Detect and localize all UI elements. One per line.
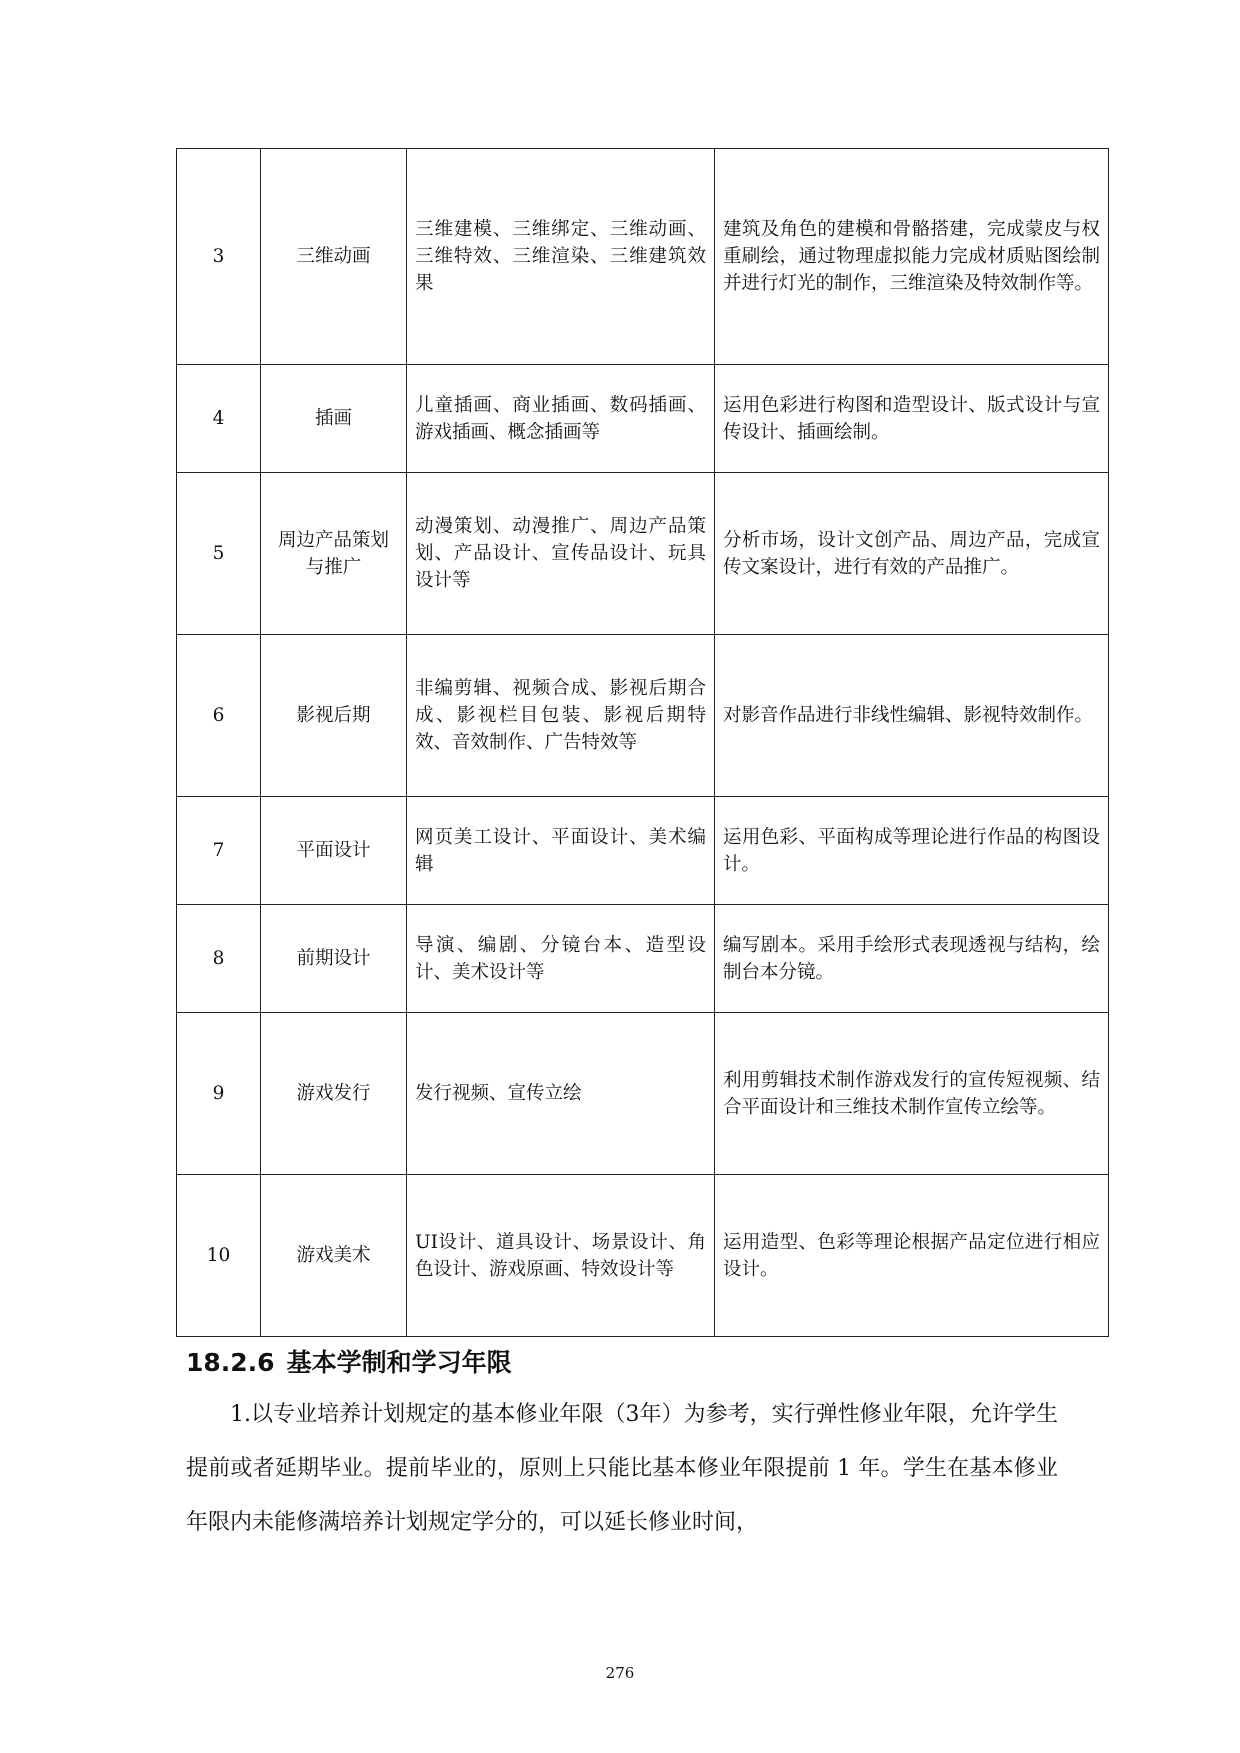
course-name: 周边产品策划与推广 — [261, 473, 407, 635]
row-number: 5 — [177, 473, 261, 635]
course-name: 游戏美术 — [261, 1175, 407, 1337]
course-name: 插画 — [261, 365, 407, 473]
table-row — [177, 635, 1109, 797]
course-name: 三维动画 — [261, 149, 407, 365]
table-row — [177, 905, 1109, 1013]
work-tasks: 动漫策划、动漫推广、周边产品策划、产品设计、宣传品设计、玩具设计等 — [407, 473, 715, 635]
row-number: 10 — [177, 1175, 261, 1337]
row-number: 9 — [177, 1013, 261, 1175]
course-name: 影视后期 — [261, 635, 407, 797]
skill-requirements: 建筑及角色的建模和骨骼搭建，完成蒙皮与权重刷绘，通过物理虚拟能力完成材质贴图绘制并进行灯光的制作，三维渲染及特效制作等。 — [715, 149, 1109, 365]
work-tasks: 发行视频、宣传立绘 — [407, 1013, 715, 1175]
section-number: 18.2.6 — [186, 1348, 275, 1377]
row-number: 4 — [177, 365, 261, 473]
table-row — [177, 473, 1109, 635]
work-tasks: UI设计、道具设计、场景设计、角色设计、游戏原画、特效设计等 — [407, 1175, 715, 1337]
table-row — [177, 1013, 1109, 1175]
course-name: 游戏发行 — [261, 1013, 407, 1175]
work-tasks: 三维建模、三维绑定、三维动画、三维特效、三维渲染、三维建筑效果 — [407, 149, 715, 365]
table-row — [177, 365, 1109, 473]
row-number: 3 — [177, 149, 261, 365]
row-number: 8 — [177, 905, 261, 1013]
skill-requirements: 编写剧本。采用手绘形式表现透视与结构，绘制台本分镜。 — [715, 905, 1109, 1013]
section-title: 基本学制和学习年限 — [286, 1348, 512, 1377]
row-number: 7 — [177, 797, 261, 905]
body-paragraph: 1.以专业培养计划规定的基本修业年限（3年）为参考，实行弹性修业年限，允许学生提前或者延期毕业。提前毕业的，原则上只能比基本修业年限提前 1 年。学生在基本修业年限内未能修满培养计划规定学分的，可以延长修业时间， — [186, 1402, 1058, 1535]
page-number: 276 — [605, 1664, 635, 1682]
table-row — [177, 149, 1109, 365]
row-number: 6 — [177, 635, 261, 797]
course-name: 平面设计 — [261, 797, 407, 905]
course-name: 前期设计 — [261, 905, 407, 1013]
work-tasks: 非编剪辑、视频合成、影视后期合成、影视栏目包装、影视后期特效、音效制作、广告特效等 — [407, 635, 715, 797]
skill-requirements: 运用造型、色彩等理论根据产品定位进行相应设计。 — [715, 1175, 1109, 1337]
skill-requirements: 分析市场，设计文创产品、周边产品，完成宣传文案设计，进行有效的产品推广。 — [715, 473, 1109, 635]
table-row — [177, 797, 1109, 905]
skill-requirements: 运用色彩进行构图和造型设计、版式设计与宣传设计、插画绘制。 — [715, 365, 1109, 473]
work-tasks: 儿童插画、商业插画、数码插画、游戏插画、概念插画等 — [407, 365, 715, 473]
curriculum-table — [176, 148, 1109, 1337]
skill-requirements: 运用色彩、平面构成等理论进行作品的构图设计。 — [715, 797, 1109, 905]
work-tasks: 导演、编剧、分镜台本、造型设计、美术设计等 — [407, 905, 715, 1013]
skill-requirements: 利用剪辑技术制作游戏发行的宣传短视频、结合平面设计和三维技术制作宣传立绘等。 — [715, 1013, 1109, 1175]
section-heading — [186, 1346, 512, 1380]
skill-requirements: 对影音作品进行非线性编辑、影视特效制作。 — [715, 635, 1109, 797]
work-tasks: 网页美工设计、平面设计、美术编辑 — [407, 797, 715, 905]
table-row — [177, 1175, 1109, 1337]
